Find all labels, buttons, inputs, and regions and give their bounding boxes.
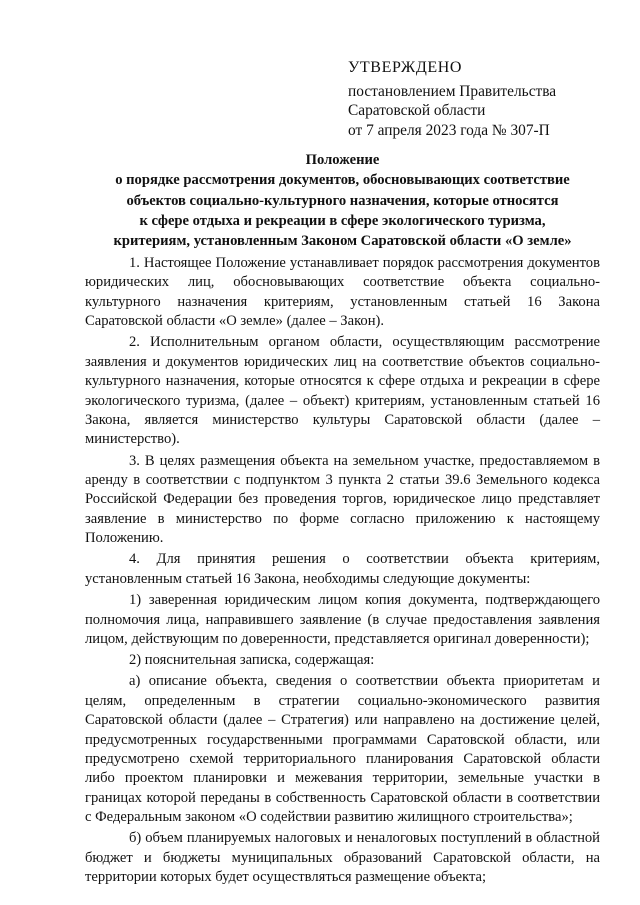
paragraph: 3. В целях размещения объекта на земельном участке, предоставляемом в аренду в соответствии с подпунктом 3 пункта 2 статьи 39.6 Земельного кодекса Российской Федерации без проведения торгов, юридическое лицо представляет заявление в министерство по форме согласно приложению к настоящему Положению.	[85, 452, 600, 547]
title-line: объектов социально-культурного назначения, которые относятся	[126, 192, 559, 209]
paragraph: 1. Настоящее Положение устанавливает порядок рассмотрения документов юридических лиц, обосновывающих соответствие объекта социально-культурного назначения критериям, установленным статьей 16 Закона Саратовской области «О земле» (далее – Закон).	[85, 255, 600, 330]
approval-line: постановлением Правительства	[348, 82, 557, 100]
paragraph: 4. Для принятия решения о соответствии объекта критериям, установленным статьей 16 Закона, необходимы следующие документы:	[85, 551, 600, 587]
paragraph: б) объем планируемых налоговых и неналоговых поступлений в областной бюджет и бюджеты муниципальных образований Саратовской области, на территории которых будет осуществляться размещение объекта;	[85, 830, 600, 886]
title-line: критериям, установленным Законом Саратовской области «О земле»	[113, 233, 572, 250]
approval-stamp	[348, 58, 556, 140]
approval-heading: УТВЕРЖДЕНО	[348, 59, 463, 76]
paragraph: 1) заверенная юридическим лицом копия документа, подтверждающего полномочия лица, направившего заявление (в случае предоставления заявления лицом, действующим по доверенности, представляется оригинал доверенности);	[85, 592, 600, 647]
document-body	[85, 254, 600, 889]
paragraph: 2. Исполнительным органом области, осуществляющим рассмотрение заявления и документов юридических лиц на соответствие объектов социально-культурного назначения, которые относятся к сфере отдыха и рекреации в сфере экологического туризма, (далее – объект) критериям, установленным статьей 16 Закона, является министерство культуры Саратовской области (далее – министерство).	[85, 334, 600, 448]
document-title	[85, 150, 600, 251]
approval-line: от 7 апреля 2023 года № 307-П	[348, 121, 550, 139]
approval-line: Саратовской области	[348, 102, 486, 120]
title-line: Положение	[305, 152, 380, 168]
title-line: к сфере отдыха и рекреации в сфере экологического туризма,	[139, 212, 546, 229]
paragraph: 2) пояснительная записка, содержащая:	[129, 652, 375, 669]
title-line: о порядке рассмотрения документов, обосновывающих соответствие	[115, 172, 570, 189]
paragraph: а) описание объекта, сведения о соответствии объекта приоритетам и целям, определенным в стратегии социально-экономического развития Саратовской области (далее – Стратегия) или направлено на достижение целей, предусмотренных государственными программами Саратовской области, или предусмотрено схемой территориального планирования Саратовской области либо проектом планировки и межевания территории, земельные участки в границах которой переданы в собственность Саратовской области в соответствии с Федеральным законом «О содействии развитию жилищного строительства»;	[85, 673, 600, 826]
